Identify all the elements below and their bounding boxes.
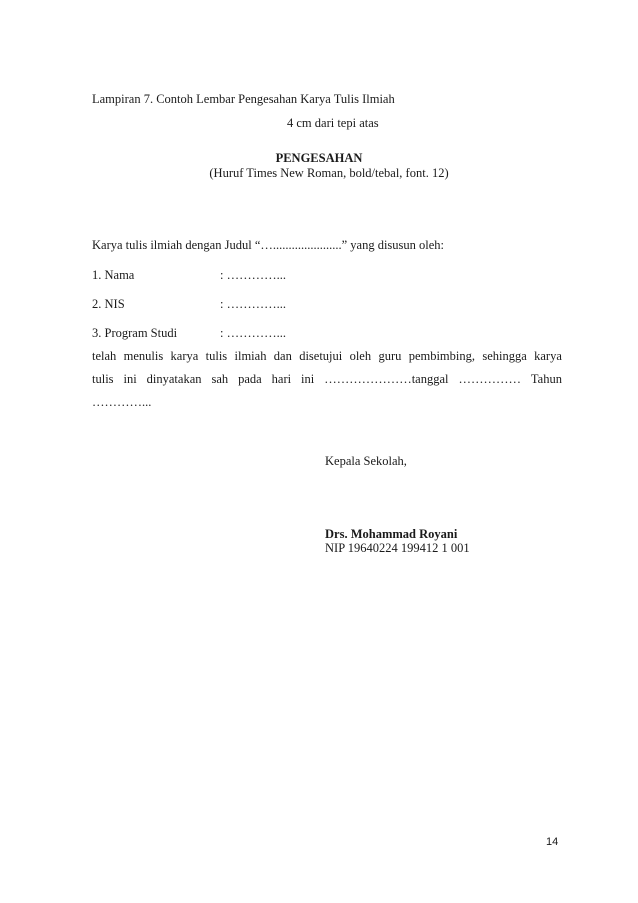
word: Tahun [530, 372, 562, 386]
signatory-nip: NIP 19640224 199412 1 001 [325, 541, 470, 555]
word: tulis [205, 349, 228, 363]
paragraph-line-2 [92, 368, 562, 391]
word: karya [534, 349, 562, 363]
word: menulis [123, 349, 164, 363]
field-value-nama: : …………... [220, 268, 286, 282]
word: pada [238, 372, 262, 386]
word: dinyatakan [146, 372, 202, 386]
word: ini [123, 372, 137, 386]
word: karya [170, 349, 199, 363]
word: ini [301, 372, 315, 386]
word: telah [92, 349, 117, 363]
word: guru [378, 349, 402, 363]
word: tulis [92, 372, 114, 386]
document-caption: Lampiran 7. Contoh Lembar Pengesahan Karya Tulis Ilmiah [92, 92, 395, 106]
signatory-name: Drs. Mohammad Royani [325, 527, 458, 541]
field-label-nama: 1. Nama [92, 268, 135, 282]
paragraph-line-1 [92, 345, 562, 368]
intro-text: Karya tulis ilmiah dengan Judul “…......................” yang disusun oleh: [92, 238, 445, 252]
word: …………………tanggal [324, 372, 449, 386]
approval-paragraph [92, 345, 562, 414]
word: dan [273, 349, 292, 363]
word: oleh [349, 349, 372, 363]
word: ilmiah [234, 349, 267, 363]
word: disetujui [299, 349, 343, 363]
field-value-nis: : …………... [220, 297, 286, 311]
field-value-program-studi: : …………... [220, 326, 286, 340]
field-label-program-studi: 3. Program Studi [92, 326, 178, 340]
page-subtitle: (Huruf Times New Roman, bold/tebal, font. 12) [209, 166, 449, 180]
page-title: PENGESAHAN [275, 151, 363, 165]
word: …………… [458, 372, 521, 386]
word: pembimbing, [408, 349, 476, 363]
signature-title: Kepala Sekolah, [325, 454, 407, 468]
field-label-nis: 2. NIS [92, 297, 125, 311]
page-number: 14 [546, 836, 559, 848]
word: hari [271, 372, 292, 386]
paragraph-line-3: …………... [92, 395, 152, 409]
word: sehingga [482, 349, 527, 363]
word: sah [211, 372, 229, 386]
margin-note: 4 cm dari tepi atas [287, 116, 379, 130]
